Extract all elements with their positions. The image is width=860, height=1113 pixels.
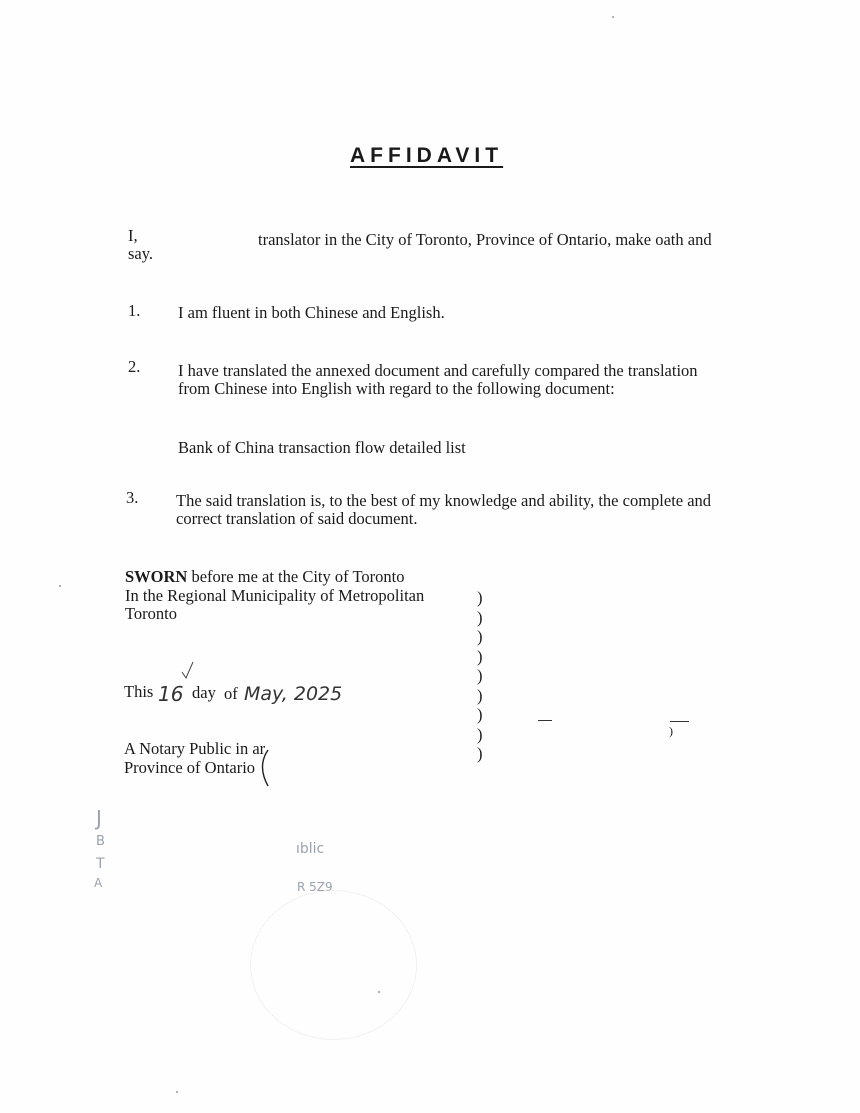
opening-prefix: I, (128, 226, 138, 245)
embossed-seal (250, 890, 417, 1040)
item-text: correct translation of said document. (176, 509, 418, 528)
sworn-bold: SWORN (125, 567, 188, 586)
stamp-fragment: ıblic (296, 841, 325, 857)
handwritten-bracket-icon (255, 748, 271, 788)
stamp-fragment: R 5Z9 (297, 880, 333, 894)
jurat-parentheses: ) ) ) ) ) ) ) ) ) (477, 588, 483, 763)
referenced-document-name: Bank of China transaction flow detailed list (178, 438, 466, 457)
signature-dash (538, 720, 552, 721)
of-label: of (224, 684, 238, 703)
signature-paren: ) (669, 724, 673, 738)
handwritten-day: 16 (158, 682, 184, 706)
handwritten-tick-icon (180, 660, 196, 682)
item-text: The said translation is, to the best of my knowledge and ability, the complete and (176, 491, 712, 510)
notary-line-2: Province of Ontario (124, 758, 256, 777)
sworn-rest: before me at the City of Toronto (191, 567, 405, 586)
day-label: day (192, 683, 216, 702)
opening-text: translator in the City of Toronto, Province of Ontario, make oath and (258, 230, 712, 249)
scan-speck (378, 991, 380, 993)
stamp-fragment: A (94, 876, 103, 890)
item-number: 1. (128, 301, 141, 320)
item-number: 2. (128, 357, 141, 376)
scan-speck (59, 585, 61, 587)
scan-speck (176, 1091, 178, 1093)
notary-line-1: A Notary Public in ar (124, 739, 266, 758)
opening-end: say. (128, 244, 154, 263)
scan-speck (612, 16, 614, 18)
sworn-line-2: In the Regional Municipality of Metropolitan (125, 586, 425, 605)
sworn-line-3: Toronto (125, 604, 178, 623)
item-text: I have translated the annexed document and carefully compared the translation (178, 361, 698, 380)
sworn-line-1 (125, 568, 404, 586)
document-title: AFFIDAVIT (350, 144, 504, 167)
item-text: I am fluent in both Chinese and English. (178, 303, 445, 322)
stamp-fragment: T (96, 856, 105, 872)
stamp-fragment: J (96, 806, 102, 830)
handwritten-date: May, 2025 (244, 683, 343, 705)
this-label: This (124, 682, 154, 701)
stamp-fragment: B (96, 834, 105, 849)
item-text: from Chinese into English with regard to the following document: (178, 379, 615, 398)
item-number: 3. (126, 488, 139, 507)
